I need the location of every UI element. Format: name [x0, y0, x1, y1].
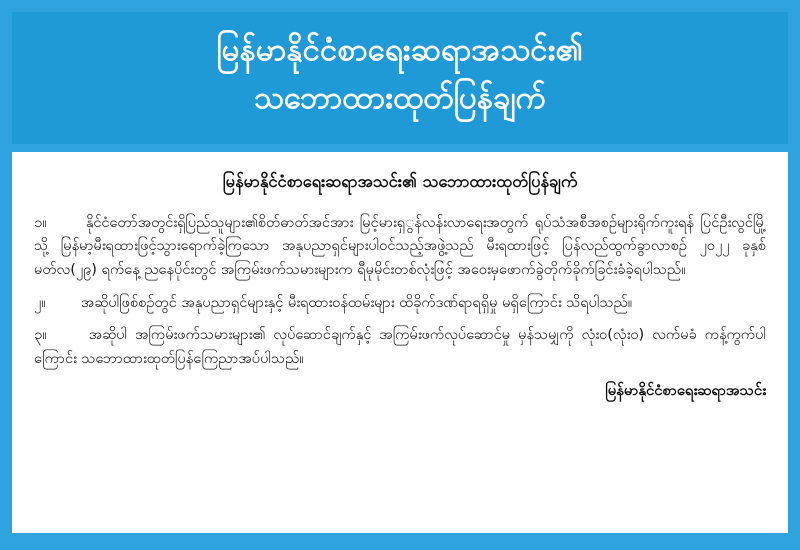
- paragraph-2-text: အဆိုပါဖြစ်စဉ်တွင် အနုပညာရှင်များနှင့် မီးရထားဝန်ထမ်းများ ထိခိုက်ဒဏ်ရာရရှိမှု မရှိကြောင်း သိရပါသည်။: [80, 293, 633, 311]
- statement-card: [12, 152, 788, 533]
- paragraph-1-marker: ၁။: [34, 213, 47, 231]
- paragraph-1-text: နိုင်ငံတော်အတွင်းရှိပြည်သူများ၏စိတ်ဓာတ်အင်အား မြင့်မားရှွန်လန်းလာရေးအတွက် ရုပ်သံအစီအစဉ်များရိုက်ကူးရန် ပြင်ဦးလွင်မြို့သို့ မြန်မာ့မီးရထားဖြင့်သွားရောက်ခဲ့ကြသော အနုပညာရှင်များပါဝင်သည့်အဖွဲ့သည် မီးရထားဖြင့် ပြန်လည်ထွက်ခွာလာစဉ် ၂၀၂၂ ခုနှစ် မတ်လ(၂၉) ရက်နေ့ ညနေပိုင်းတွင် အကြမ်းဖက်သမားများက ရီမုမိုင်းတစ်လုံးဖြင့် အဝေးမှဖောက်ခွဲတိုက်ခိုက်ခြင်းခံခဲ့ရပါသည်။: [34, 213, 766, 279]
- paragraph-1: [34, 211, 766, 282]
- paragraph-3-text: အဆိုပါ အကြမ်းဖက်သမားများ၏ လုပ်ဆောင်ချက်နှင့် အကြမ်းဖက်လုပ်ဆောင်မှု မှန်သမျှကို လုံးဝ(လုံးဝ) လက်မခံ ကန့်ကွက်ပါကြောင်း သဘောထားထုတ်ပြန်ကြေညာအပ်ပါသည်။: [34, 326, 767, 368]
- banner-header: [12, 12, 788, 144]
- paragraph-2: [34, 291, 766, 315]
- signature-line: မြန်မာနိုင်ငံစာရေးဆရာအသင်း: [605, 381, 766, 399]
- paragraph-3-marker: ၃။: [34, 326, 47, 344]
- banner-title-line-2: သဘောထားထုတ်ပြန်ချက်: [253, 80, 547, 117]
- document-heading: မြန်မာနိုင်ငံစာရေးဆရာအသင်း၏ သဘောထားထုတ်ပြန်ချက်: [222, 172, 578, 192]
- banner-title-line-1: မြန်မာနိုင်ငံစာရေးဆရာအသင်း၏: [216, 32, 584, 68]
- paragraph-3: [34, 323, 766, 370]
- paragraph-2-marker: ၂။: [34, 293, 46, 311]
